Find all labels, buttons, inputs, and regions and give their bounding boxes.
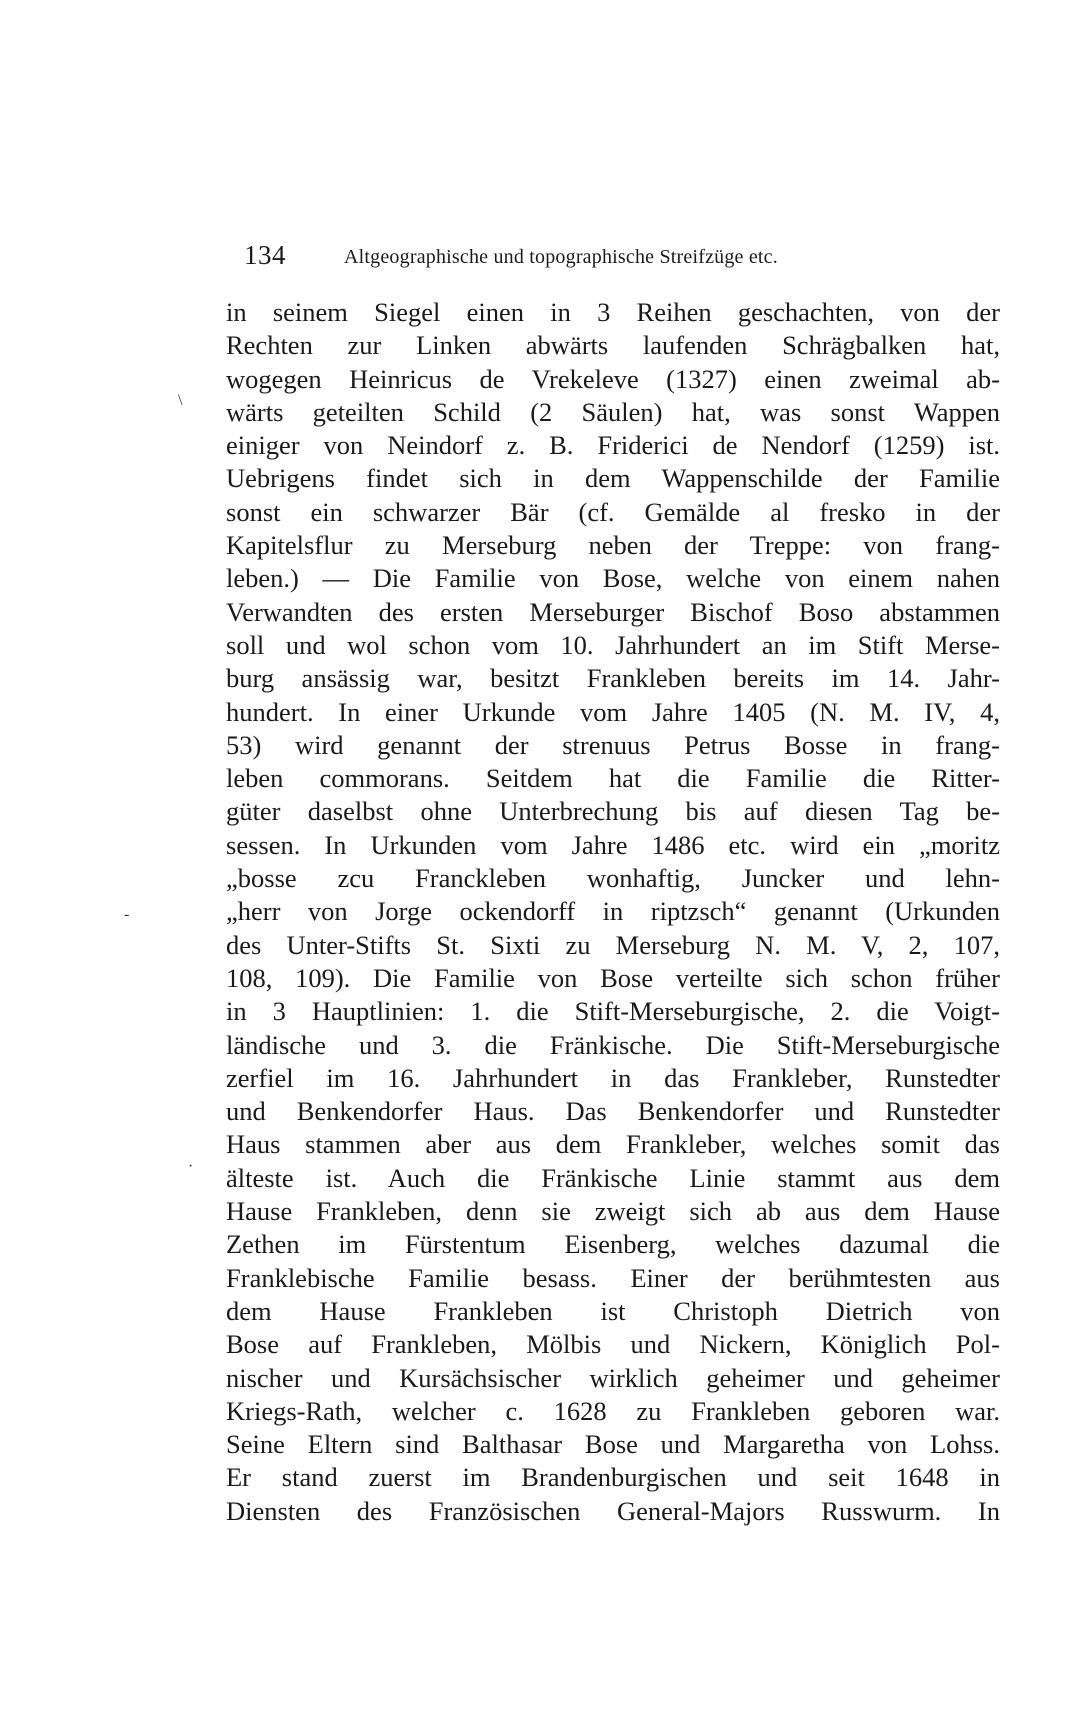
text-line: soll und wol schon vom 10. Jahrhundert an im Stift Merse-	[226, 629, 1000, 660]
text-line: wogegen Heinricus de Vrekeleve (1327) einen zweimal ab-	[226, 363, 1000, 394]
text-line: güter daselbst ohne Unterbrechung bis auf diesen Tag be-	[226, 796, 1000, 827]
text-line: 53) wird genannt der strenuus Petrus Bosse in frang-	[226, 729, 1000, 760]
margin-mark: -	[124, 906, 130, 923]
text-line: Hause Frankleben, denn sie zweigt sich ab aus dem Hause	[226, 1196, 1000, 1227]
text-line: nischer und Kursächsischer wirklich geheimer und geheimer	[226, 1362, 1000, 1393]
text-line: Zethen im Fürstentum Eisenberg, welches dazumal die	[226, 1229, 1000, 1260]
text-line: hundert. In einer Urkunde vom Jahre 1405 (N. M. IV, 4,	[226, 696, 1000, 727]
text-line: des Unter-Stifts St. Sixti zu Merseburg N. M. V, 2, 107,	[226, 929, 1000, 960]
text-line: Rechten zur Linken abwärts laufenden Schrägbalken hat,	[226, 330, 1000, 361]
page-number: 134	[244, 240, 286, 270]
text-line: leben commorans. Seitdem hat die Familie die Ritter-	[226, 763, 1000, 794]
text-line: leben.) — Die Familie von Bose, welche von einem nahen	[226, 563, 1000, 594]
body-text	[226, 296, 1000, 1528]
text-line: Bose auf Frankleben, Mölbis und Nickern, Königlich Pol-	[226, 1329, 1000, 1360]
text-line: Verwandten des ersten Merseburger Bischof Boso abstammen	[226, 596, 1000, 627]
text-line: wärts geteilten Schild (2 Säulen) hat, was sonst Wappen	[226, 396, 1000, 427]
text-line: zerfiel im 16. Jahrhundert in das Frankleber, Runstedter	[226, 1062, 1000, 1093]
text-line: und Benkendorfer Haus. Das Benkendorfer und Runstedter	[226, 1096, 1000, 1127]
text-line: älteste ist. Auch die Fränkische Linie stammt aus dem	[226, 1162, 1000, 1193]
text-line: „herr von Jorge ockendorff in riptzsch“ genannt (Urkunden	[226, 896, 1000, 927]
text-line: in seinem Siegel einen in 3 Reihen geschachten, von der	[226, 297, 1000, 327]
text-line: Er stand zuerst im Brandenburgischen und seit 1648 in	[226, 1462, 1000, 1493]
margin-mark: \	[178, 392, 183, 409]
running-title: Altgeographische und topographische Streifzüge etc.	[344, 246, 778, 268]
text-line: Kapitelsflur zu Merseburg neben der Treppe: von frang-	[226, 530, 1000, 561]
text-line: sessen. In Urkunden vom Jahre 1486 etc. wird ein „moritz	[226, 829, 1000, 860]
text-line: Seine Eltern sind Balthasar Bose und Margaretha von Lohss.	[226, 1429, 1000, 1460]
text-line: burg ansässig war, besitzt Frankleben bereits im 14. Jahr-	[226, 663, 1000, 694]
text-line: Diensten des Französischen General-Majors Russwurm. In	[226, 1495, 1000, 1526]
text-line: Uebrigens findet sich in dem Wappenschilde der Familie	[226, 463, 1000, 494]
text-line: ländische und 3. die Fränkische. Die Stift-Merseburgische	[226, 1029, 1000, 1060]
text-line: einiger von Neindorf z. B. Friderici de Nendorf (1259) ist.	[226, 430, 1000, 461]
text-line: sonst ein schwarzer Bär (cf. Gemälde al fresko in der	[226, 496, 1000, 527]
text-line: Kriegs-Rath, welcher c. 1628 zu Frankleben geboren war.	[226, 1395, 1000, 1426]
text-line: 108, 109). Die Familie von Bose verteilte sich schon früher	[226, 962, 1000, 993]
text-line: Franklebische Familie besass. Einer der berühmtesten aus	[226, 1262, 1000, 1293]
margin-mark: ·	[188, 1158, 194, 1175]
text-line: „bosse zcu Franckleben wonhaftig, Juncker und lehn-	[226, 863, 1000, 894]
text-line: dem Hause Frankleben ist Christoph Dietrich von	[226, 1295, 1000, 1326]
text-line: Haus stammen aber aus dem Frankleber, welches somit das	[226, 1129, 1000, 1160]
page-header	[244, 240, 1004, 280]
text-line: in 3 Hauptlinien: 1. die Stift-Merseburgische, 2. die Voigt-	[226, 996, 1000, 1027]
